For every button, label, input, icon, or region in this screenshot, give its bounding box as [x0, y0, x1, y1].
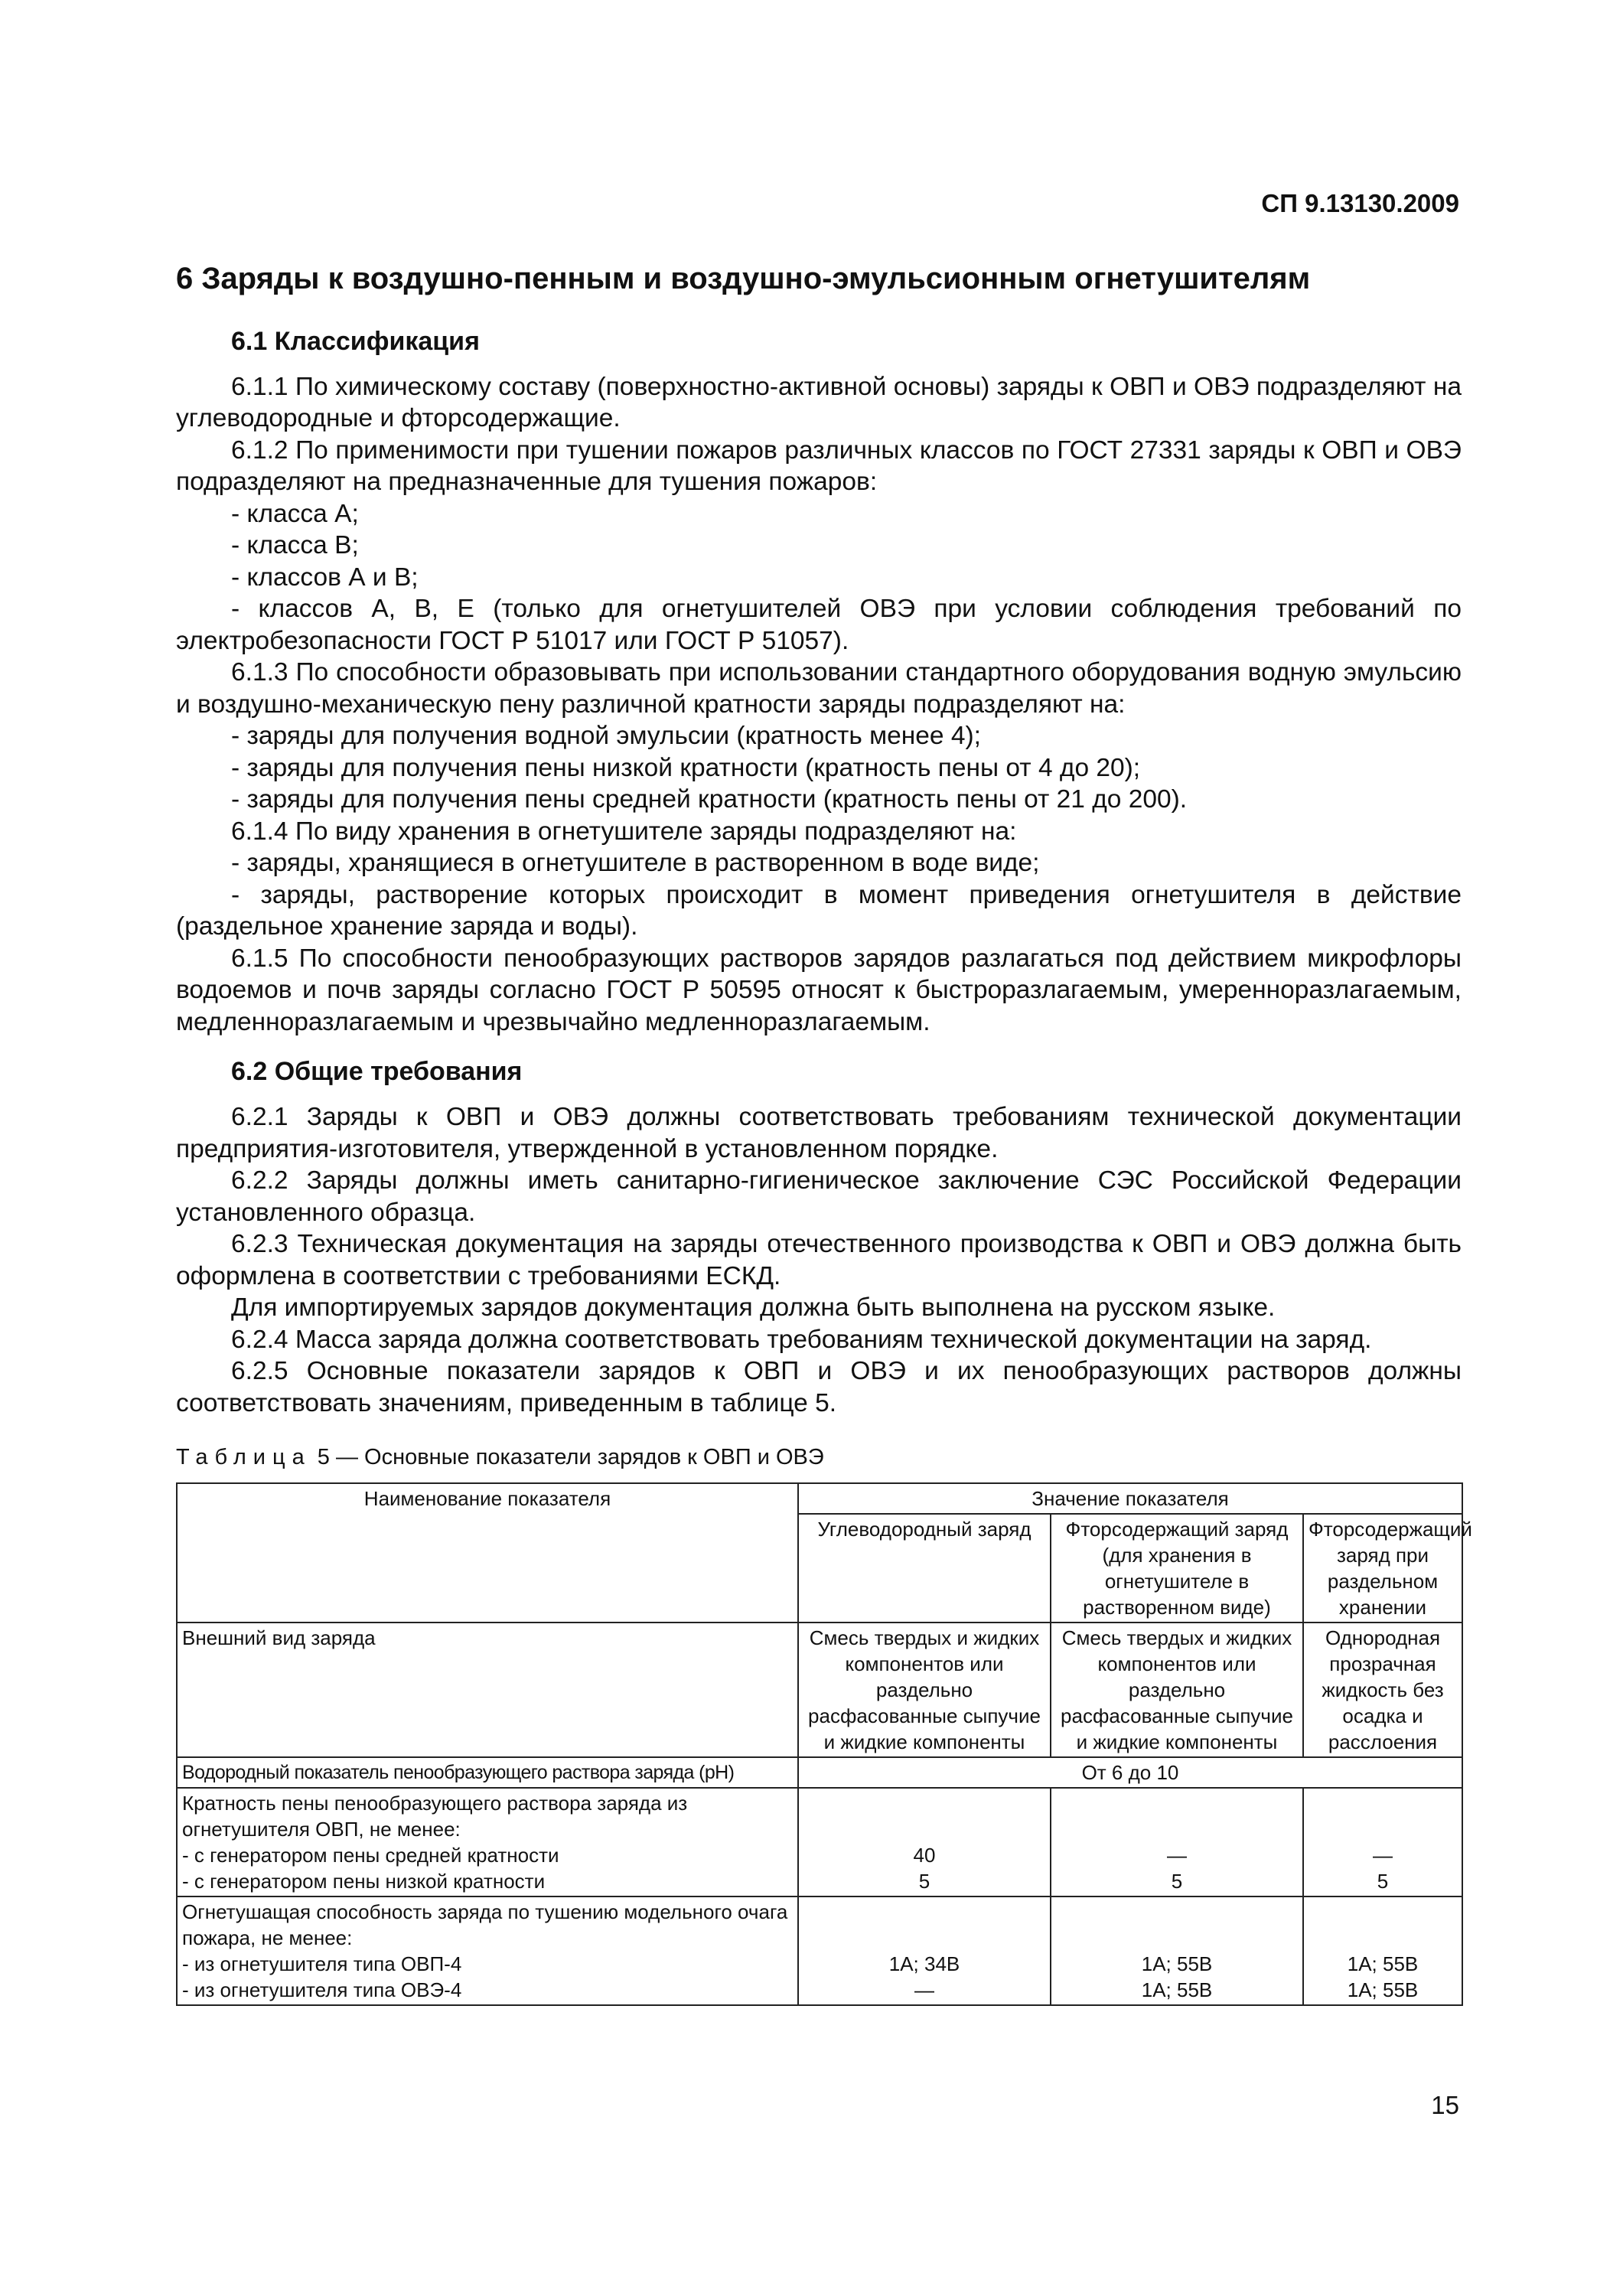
cell-value: 1А; 34В	[888, 1952, 960, 1976]
row-name-line: - из огнетушителя типа ОВП-4	[182, 1952, 462, 1976]
cell-value: —	[1373, 1844, 1393, 1867]
cell-value: 5	[1377, 1870, 1389, 1893]
paragraph-6-1-1: 6.1.1 По химическому составу (поверхностно-активной основы) заряды к ОВП и ОВЭ подразделяют на углеводородные и фторсодержащие.	[176, 372, 1462, 433]
cell-value: 5	[1171, 1870, 1183, 1893]
paragraph-6-2-1: 6.2.1 Заряды к ОВП и ОВЭ должны соответствовать требованиям технической документации предприятия-изготовителя, утвержденной в установленном порядке.	[176, 1103, 1462, 1163]
cell-appearance-fluorine-dissolved: Смесь твердых и жидких компонентов или раздельно расфасованные сыпучие и жидкие компоненты	[1051, 1623, 1303, 1757]
list-item: - заряды для получения пены низкой кратности (кратность пены от 4 до 20);	[231, 753, 1141, 782]
table-caption-label: Таблица	[176, 1445, 311, 1470]
paragraph-6-1-5: 6.1.5 По способности пенообразующих растворов зарядов разлагаться под действием микрофлоры водоемов и почв заряды согласно ГОСТ Р 50595 относят к быстроразлагаемым, умеренноразлагаемым, медленноразлагаемым и чрезвычайно медленноразлагаемым.	[176, 944, 1462, 1036]
paragraph-6-1-3: 6.1.3 По способности образовывать при использовании стандартного оборудования водную эмульсию и воздушно-механическую пену различной кратности заряды подразделяют на:	[176, 658, 1462, 719]
list-item: - класса В;	[231, 531, 359, 560]
cell-ability-hydrocarbon	[798, 1896, 1051, 2005]
header-indicator-value: Значение показателя	[798, 1483, 1462, 1514]
table-caption-number: 5	[317, 1445, 330, 1470]
cell-ph-value: От 6 до 10	[798, 1757, 1462, 1788]
table-row	[177, 1788, 1462, 1896]
page-number: 15	[1431, 2091, 1459, 2119]
section-6-2-heading: 6.2 Общие требования	[231, 1057, 523, 1087]
cell-value: 1А; 55В	[1347, 1952, 1419, 1976]
table-caption	[176, 1445, 1462, 1470]
list-item: - классов А, В, Е (только для огнетушителей ОВЭ при условии соблюдения требований по электробезопасности ГОСТ Р 51017 или ГОСТ Р 51057).	[176, 595, 1462, 655]
cell-value: —	[914, 1978, 934, 2002]
row-name-line: Огнетушащая способность заряда по тушению модельного очага пожара, не менее:	[182, 1900, 788, 1950]
cell-value: 1А; 55В	[1141, 1978, 1213, 2002]
list-item: - заряды, растворение которых происходит в момент приведения огнетушителя в действие (раздельное хранение заряда и воды).	[176, 880, 1462, 941]
cell-ability-fluorine-separate	[1303, 1896, 1462, 2005]
row-name-line: - из огнетушителя типа ОВЭ-4	[182, 1978, 462, 2002]
header-fluorine-charge-dissolved: Фторсодержащий заряд (для хранения в огнетушителе в растворенном виде)	[1051, 1514, 1303, 1623]
cell-ability-fluorine-dissolved	[1051, 1896, 1303, 2005]
cell-value: 1А; 55В	[1347, 1978, 1419, 2002]
section-title: 6 Заряды к воздушно-пенным и воздушно-эмульсионным огнетушителям	[176, 262, 1311, 295]
cell-appearance-hydrocarbon: Смесь твердых и жидких компонентов или раздельно расфасованные сыпучие и жидкие компоненты	[798, 1623, 1051, 1757]
table-row	[177, 1623, 1462, 1757]
cell-value: 1А; 55В	[1141, 1952, 1213, 1976]
row-name-line: - с генератором пены низкой кратности	[182, 1870, 546, 1893]
paragraph-6-1-4: 6.1.4 По виду хранения в огнетушителе заряды подразделяют на:	[231, 817, 1017, 846]
list-item: - класса А;	[231, 499, 359, 528]
paragraph-6-2-5: 6.2.5 Основные показатели зарядов к ОВП и ОВЭ и их пенообразующих растворов должны соответствовать значениям, приведенным в таблице 5.	[176, 1357, 1462, 1417]
header-hydrocarbon-charge: Углеводородный заряд	[798, 1514, 1051, 1623]
list-item: - заряды, хранящиеся в огнетушителе в растворенном в воде виде;	[231, 849, 1040, 878]
cell-appearance-fluorine-separate: Однородная прозрачная жидкость без осадка и расслоения	[1303, 1623, 1462, 1757]
row-name-foam-expansion	[177, 1788, 798, 1896]
header-fluorine-charge-separate: Фторсодержащий заряд при раздельном хранении	[1303, 1514, 1462, 1623]
row-name-extinguishing-ability	[177, 1896, 798, 2005]
cell-value: 40	[913, 1844, 936, 1867]
paragraph-6-2-4: 6.2.4 Масса заряда должна соответствовать требованиям технической документации на заряд.	[231, 1325, 1372, 1354]
table-row	[177, 1896, 1462, 2005]
list-item: - заряды для получения водной эмульсии (кратность менее 4);	[231, 722, 981, 751]
paragraph-6-2-2: 6.2.2 Заряды должны иметь санитарно-гигиеническое заключение СЭС Российской Федерации установленного образца.	[176, 1166, 1462, 1227]
list-item: - классов А и В;	[231, 563, 419, 592]
table-5	[176, 1482, 1472, 2006]
cell-value: 5	[918, 1870, 930, 1893]
row-name-line: - с генератором пены средней кратности	[182, 1844, 559, 1867]
paragraph-6-2-3: 6.2.3 Техническая документация на заряды отечественного производства к ОВП и ОВЭ должна быть оформлена в соответствии с требованиями ЕСКД.	[176, 1230, 1462, 1290]
cell-value: —	[1167, 1844, 1187, 1867]
header-indicator-name: Наименование показателя	[177, 1483, 798, 1623]
table-header-row	[177, 1483, 1462, 1514]
row-name-line: Кратность пены пенообразующего раствора заряда из огнетушителя ОВП, не менее:	[182, 1792, 688, 1841]
document-code: СП 9.13130.2009	[1261, 189, 1459, 217]
cell-foam-fluorine-separate	[1303, 1788, 1462, 1896]
section-6-1-heading: 6.1 Классификация	[231, 327, 480, 356]
page-content	[176, 260, 1472, 2006]
row-name-ph: Водородный показатель пенообразующего раствора заряда (рН)	[177, 1757, 798, 1788]
cell-foam-fluorine-dissolved	[1051, 1788, 1303, 1896]
cell-foam-hydrocarbon	[798, 1788, 1051, 1896]
list-item: - заряды для получения пены средней кратности (кратность пены от 21 до 200).	[231, 785, 1188, 814]
row-name-appearance: Внешний вид заряда	[177, 1623, 798, 1757]
table-row	[177, 1757, 1462, 1788]
paragraph-6-1-2: 6.1.2 По применимости при тушении пожаров различных классов по ГОСТ 27331 заряды к ОВП и ОВЭ подразделяют на предназначенные для тушения пожаров:	[176, 435, 1462, 497]
paragraph-6-2-3-import: Для импортируемых зарядов документация должна быть выполнена на русском языке.	[231, 1293, 1276, 1322]
table-caption-text: — Основные показатели зарядов к ОВП и ОВЭ	[335, 1445, 824, 1470]
